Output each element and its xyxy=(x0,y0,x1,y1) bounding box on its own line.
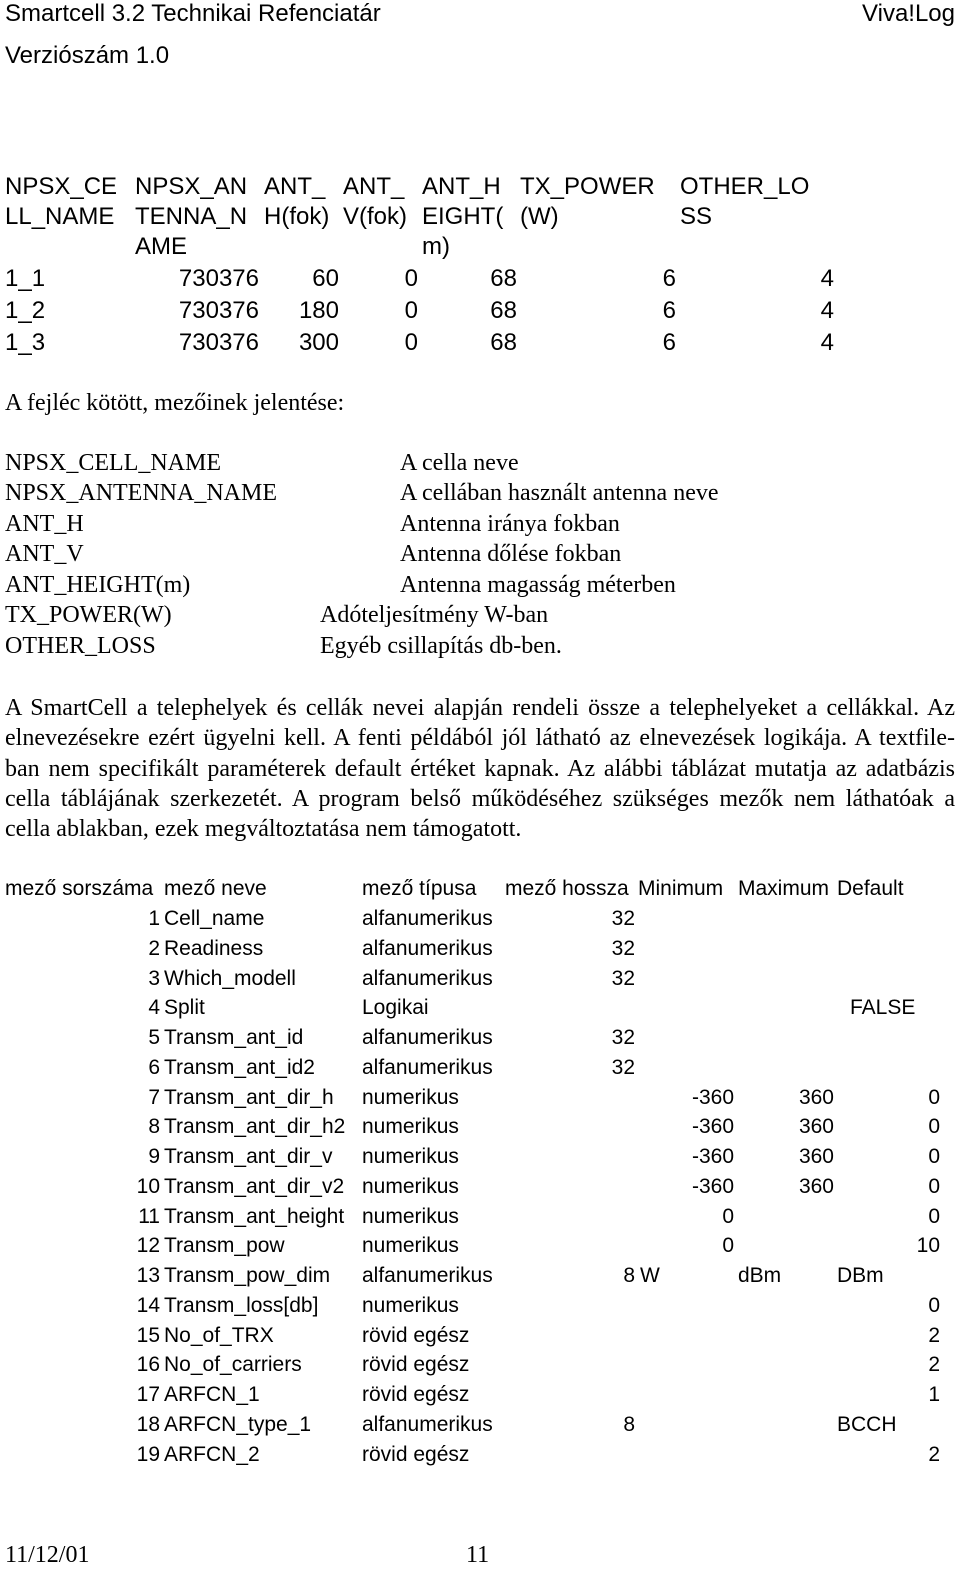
row-number: 7 xyxy=(148,1086,160,1109)
table-cell: ARFCN_2 xyxy=(164,1443,260,1466)
table-cell: 60 xyxy=(312,265,339,292)
table-cell: 4 xyxy=(820,297,834,324)
table-cell: -360 xyxy=(691,1086,734,1109)
table-cell: 0 xyxy=(928,1145,940,1168)
table-cell: 68 xyxy=(490,329,517,356)
table-cell: alfanumerikus xyxy=(362,1413,493,1436)
table-cell: -360 xyxy=(691,1115,734,1138)
field-table-header: mező sorszáma xyxy=(5,877,154,900)
table-cell: 2 xyxy=(928,1324,940,1347)
table-cell: Transm_ant_dir_v2 xyxy=(164,1175,345,1198)
table-cell: alfanumerikus xyxy=(362,967,493,990)
table-cell: 32 xyxy=(611,937,635,960)
table-cell: 0 xyxy=(404,329,418,356)
table-cell: 0 xyxy=(722,1234,734,1257)
table-cell: 2 xyxy=(928,1353,940,1376)
row-number: 11 xyxy=(138,1205,160,1228)
table-cell: 360 xyxy=(798,1086,834,1109)
table-cell: Logikai xyxy=(362,996,429,1019)
table-cell: 6 xyxy=(662,297,676,324)
table-cell: alfanumerikus xyxy=(362,1056,493,1079)
table-header-cell: ANT_ V(fok) xyxy=(343,173,408,230)
definitions-intro: A fejléc kötött, mezőinek jelentése: xyxy=(5,390,345,416)
definition-meaning: A cella neve xyxy=(400,450,519,476)
row-number: 8 xyxy=(148,1115,160,1138)
table-cell: alfanumerikus xyxy=(362,1026,493,1049)
table-cell: rövid egész xyxy=(362,1443,470,1466)
table-cell: 32 xyxy=(611,1056,635,1079)
table-cell: 2 xyxy=(928,1443,940,1466)
table-header-cell: NPSX_CE LL_NAME xyxy=(5,173,118,230)
document-title: Smartcell 3.2 Technikai Refenciatár xyxy=(5,0,381,27)
brand-name: Viva!Log xyxy=(862,0,955,27)
table-cell: W xyxy=(640,1264,660,1287)
table-cell: 360 xyxy=(798,1145,834,1168)
table-cell: 1_2 xyxy=(5,297,46,324)
table-header-cell: NPSX_AN TENNA_N AME xyxy=(135,173,248,260)
table-cell: 32 xyxy=(611,1026,635,1049)
table-cell: 0 xyxy=(928,1294,940,1317)
row-number: 1 xyxy=(148,907,160,930)
table-cell: 0 xyxy=(928,1115,940,1138)
table-cell: 32 xyxy=(611,907,635,930)
definition-meaning: Egyéb csillapítás db-ben. xyxy=(320,633,562,659)
table-cell: rövid egész xyxy=(362,1353,470,1376)
table-cell: -360 xyxy=(691,1145,734,1168)
table-cell: -360 xyxy=(691,1175,734,1198)
table-cell: DBm xyxy=(837,1264,884,1287)
table-cell: rövid egész xyxy=(362,1324,470,1347)
definition-term: NPSX_CELL_NAME xyxy=(5,450,222,476)
field-table-header: Maximum xyxy=(738,877,830,900)
table-cell: ARFCN_1 xyxy=(164,1383,260,1406)
table-cell: 360 xyxy=(798,1175,834,1198)
table-cell: ARFCN_type_1 xyxy=(164,1413,312,1436)
definition-term: ANT_V xyxy=(5,541,84,567)
table-cell: 4 xyxy=(820,265,834,292)
field-table-header: Default xyxy=(837,877,904,900)
table-cell: Split xyxy=(164,996,205,1019)
table-cell: 1_3 xyxy=(5,329,46,356)
table-header-cell: OTHER_LO SS xyxy=(680,173,810,230)
definition-term: ANT_H xyxy=(5,511,84,537)
field-table-header: mező neve xyxy=(164,877,267,900)
table-cell: No_of_TRX xyxy=(164,1324,274,1347)
table-cell: 0 xyxy=(928,1086,940,1109)
row-number: 5 xyxy=(148,1026,160,1049)
body-paragraph: A SmartCell a telephelyek és cellák nevei alapján rendeli össze a telephelyeket a cellákkal. Az elnevezésekre ezért ügyelni kell. A fenti példából jól látható az elnevezések logikája. A textfile-ban nem specifikált paraméterek default értéket kapnak. Az alábbi táblázat mutatja az adatbázis cella táblájának szerkezetét. A program belső működéséhez szükséges mezők nem láthatóak a cella ablakban, ezek megváltoztatása nem támogatott. xyxy=(5,695,955,843)
table-cell: 10 xyxy=(916,1234,940,1257)
table-cell: numerikus xyxy=(362,1205,459,1228)
table-cell: FALSE xyxy=(850,996,916,1019)
table-cell: 68 xyxy=(490,297,517,324)
table-cell: alfanumerikus xyxy=(362,937,493,960)
definition-term: OTHER_LOSS xyxy=(5,633,156,659)
table-cell: rövid egész xyxy=(362,1383,470,1406)
table-cell: Readiness xyxy=(164,937,264,960)
table-header-cell: ANT_H EIGHT( m) xyxy=(422,173,504,260)
table-cell: numerikus xyxy=(362,1115,459,1138)
definition-term: TX_POWER(W) xyxy=(5,602,172,628)
table-cell: numerikus xyxy=(362,1294,459,1317)
table-header-cell: TX_POWER (W) xyxy=(520,173,655,230)
row-number: 6 xyxy=(148,1056,160,1079)
row-number: 15 xyxy=(136,1324,160,1347)
table-cell: 68 xyxy=(490,265,517,292)
table-cell: 6 xyxy=(662,265,676,292)
table-cell: Transm_pow_dim xyxy=(164,1264,331,1287)
table-cell: 8 xyxy=(623,1413,635,1436)
table-cell: 6 xyxy=(662,329,676,356)
table-cell: alfanumerikus xyxy=(362,907,493,930)
table-cell: Transm_ant_dir_h2 xyxy=(164,1115,346,1138)
row-number: 14 xyxy=(136,1294,160,1317)
row-number: 3 xyxy=(148,967,160,990)
row-number: 10 xyxy=(136,1175,160,1198)
version-label: Verziószám 1.0 xyxy=(5,42,170,69)
table-cell: Transm_ant_dir_v xyxy=(164,1145,333,1168)
table-cell: 730376 xyxy=(178,265,259,292)
table-cell: 0 xyxy=(928,1205,940,1228)
table-cell: dBm xyxy=(738,1264,782,1287)
table-cell: Transm_ant_id2 xyxy=(164,1056,315,1079)
table-cell: 180 xyxy=(298,297,339,324)
field-table-header: mező típusa xyxy=(362,877,477,900)
row-number: 17 xyxy=(136,1383,160,1406)
definition-meaning: Antenna iránya fokban xyxy=(400,511,620,537)
page-number: 11 xyxy=(466,1542,490,1568)
definition-meaning: Antenna dőlése fokban xyxy=(400,541,622,567)
row-number: 12 xyxy=(136,1234,160,1257)
row-number: 4 xyxy=(148,996,160,1019)
table-cell: 1 xyxy=(928,1383,940,1406)
table-cell: numerikus xyxy=(362,1086,459,1109)
definition-term: NPSX_ANTENNA_NAME xyxy=(5,480,278,506)
table-cell: 730376 xyxy=(178,329,259,356)
table-cell: Transm_ant_dir_h xyxy=(164,1086,334,1109)
table-cell: numerikus xyxy=(362,1234,459,1257)
table-cell: BCCH xyxy=(837,1413,897,1436)
definition-meaning: Antenna magasság méterben xyxy=(400,572,676,598)
row-number: 16 xyxy=(136,1353,160,1376)
table-cell: 0 xyxy=(722,1205,734,1228)
definition-meaning: A cellában használt antenna neve xyxy=(400,480,719,506)
table-cell: 32 xyxy=(611,967,635,990)
footer-date: 11/12/01 xyxy=(5,1542,90,1568)
table-cell: 360 xyxy=(798,1115,834,1138)
table-cell: alfanumerikus xyxy=(362,1264,493,1287)
field-table-header: Minimum xyxy=(638,877,724,900)
definition-term: ANT_HEIGHT(m) xyxy=(5,572,191,598)
table-cell: 300 xyxy=(298,329,339,356)
table-cell: 4 xyxy=(820,329,834,356)
row-number: 9 xyxy=(148,1145,160,1168)
table-cell: numerikus xyxy=(362,1175,459,1198)
table-header-cell: ANT_ H(fok) xyxy=(264,173,330,230)
field-table-header: mező hossza xyxy=(505,877,629,900)
table-cell: 8 xyxy=(623,1264,635,1287)
table-cell: 0 xyxy=(928,1175,940,1198)
row-number: 19 xyxy=(136,1443,160,1466)
definition-meaning: Adóteljesítmény W-ban xyxy=(320,602,549,628)
table-cell: Transm_ant_height xyxy=(164,1205,345,1228)
table-cell: Which_modell xyxy=(164,967,296,990)
table-cell: Transm_ant_id xyxy=(164,1026,304,1049)
table-cell: Transm_loss[db] xyxy=(164,1294,319,1317)
row-number: 13 xyxy=(136,1264,160,1287)
table-cell: Transm_pow xyxy=(164,1234,285,1257)
table-cell: No_of_carriers xyxy=(164,1353,302,1376)
table-cell: 1_1 xyxy=(5,265,46,292)
table-cell: 0 xyxy=(404,265,418,292)
table-cell: 0 xyxy=(404,297,418,324)
table-cell: Cell_name xyxy=(164,907,265,930)
row-number: 2 xyxy=(148,937,160,960)
table-cell: 730376 xyxy=(178,297,259,324)
row-number: 18 xyxy=(136,1413,160,1436)
table-cell: numerikus xyxy=(362,1145,459,1168)
